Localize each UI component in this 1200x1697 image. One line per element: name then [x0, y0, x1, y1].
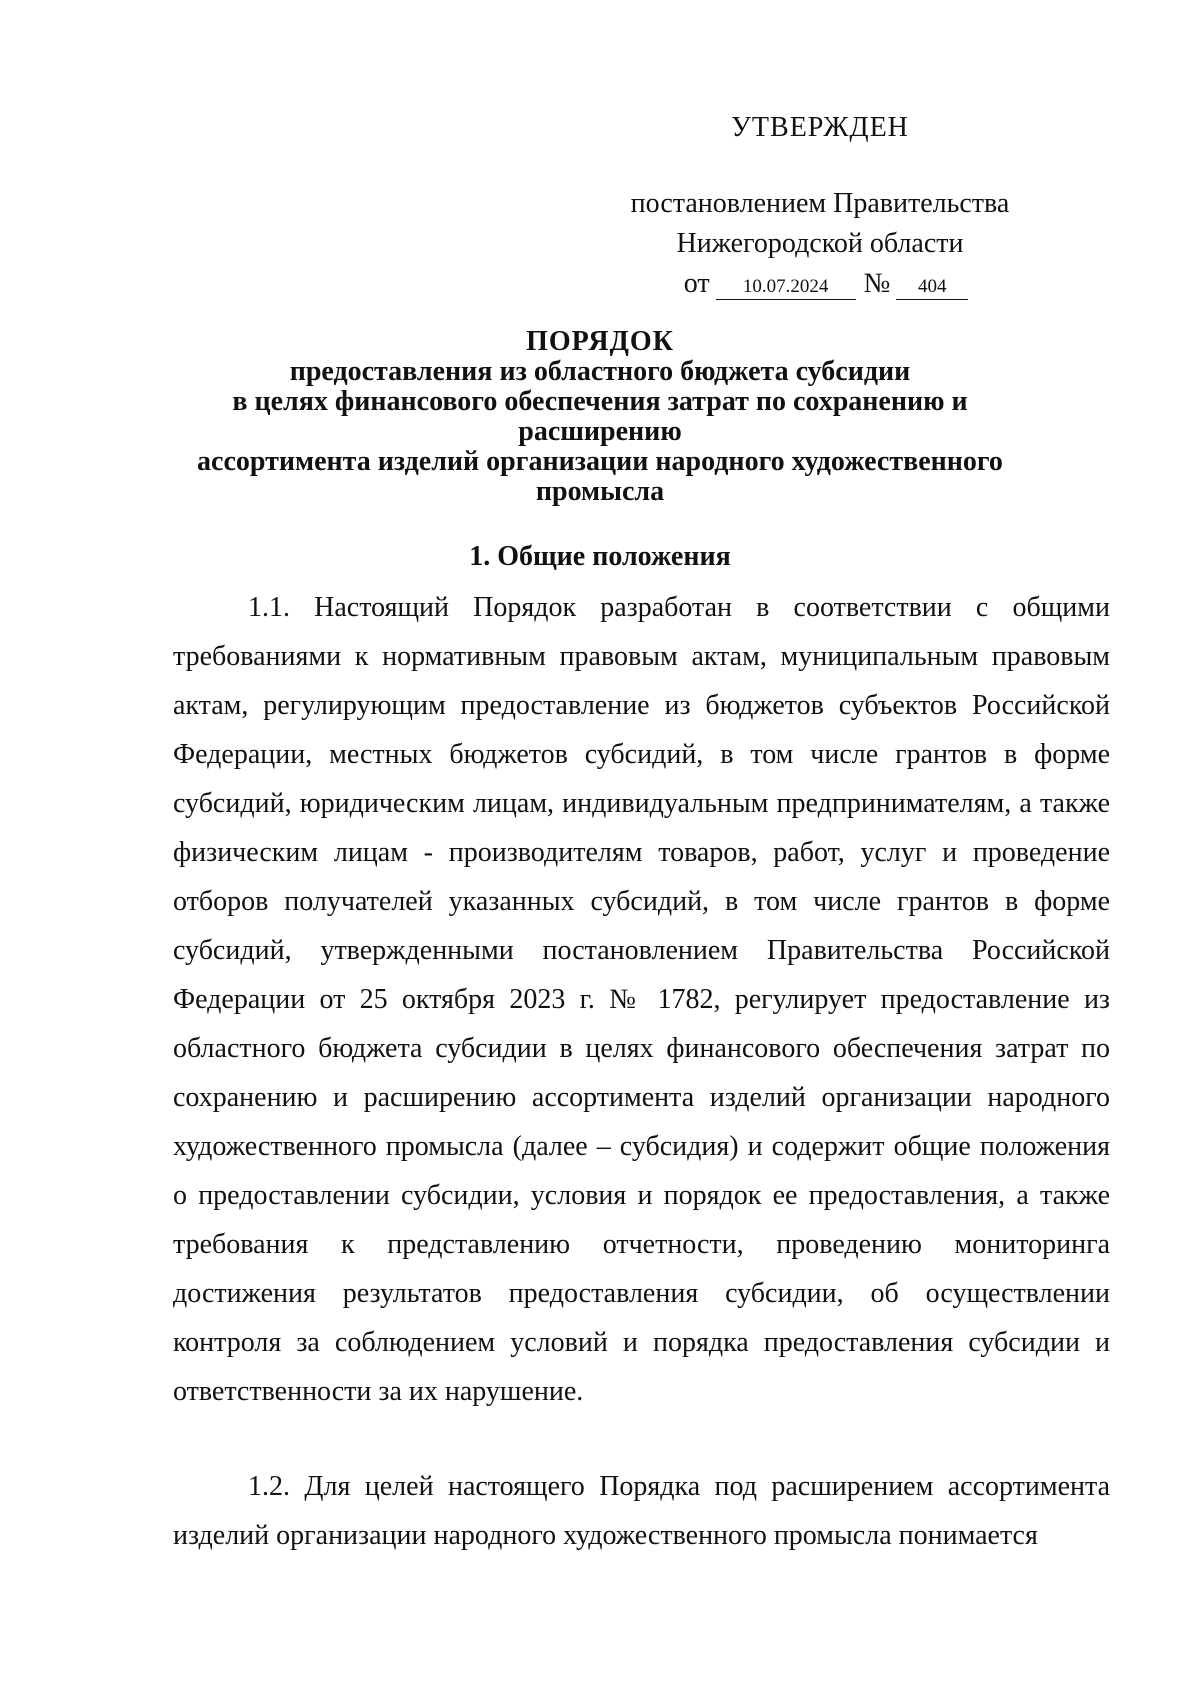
- date-prefix: от: [683, 268, 710, 299]
- title-line-2: в целях финансового обеспечения затрат по сохранению и расширению: [232, 386, 968, 447]
- approval-date-number-line: [612, 264, 1040, 304]
- section-heading: 1. Общие положения: [469, 541, 731, 572]
- paragraph-1-2: 1.2. Для целей настоящего Порядка под расширением ассортимента изделий организации народного художественного промысла понимается: [173, 1471, 1110, 1551]
- approval-date: 10.07.2024: [716, 275, 856, 300]
- approved-heading: УТВЕРЖДЕН: [731, 112, 909, 143]
- approval-authority-line: постановлением Правительства: [630, 188, 1010, 219]
- title-line-3: ассортимента изделий организации народного художественного: [197, 446, 1003, 477]
- paragraph-1-1: 1.1. Настоящий Порядок разработан в соответствии с общими требованиями к нормативным правовым актам, муниципальным правовым актам, регулирующим предоставление из бюджетов субъектов Российской Федерации, местных бюджетов субсидий, в том числе грантов в форме субсидий, юридическим лицам, индивидуальным предпринимателям, а также физическим лицам - производителям товаров, работ, услуг и проведение отборов получателей указанных субсидий, в том числе грантов в форме субсидий, утвержденными постановлением Правительства Российской Федерации от 25 октября 2023 г. № 1782, регулирует предоставление из областного бюджета субсидии в целях финансового обеспечения затрат по сохранению и расширению ассортимента изделий организации народного художественного промысла (далее – субсидия) и содержит общие положения о предоставлении субсидии, условия и порядок ее предоставления, а также требования к представлению отчетности, проведению мониторинга достижения результатов предоставления субсидии, об осуществлении контроля за соблюдением условий и порядка предоставления субсидии и ответственности за их нарушение.: [173, 592, 1110, 1407]
- document-title: [160, 327, 1040, 507]
- approval-number: 404: [896, 275, 968, 300]
- title-main: ПОРЯДОК: [526, 326, 674, 357]
- approval-region-line: Нижегородской области: [676, 228, 964, 259]
- title-line-4: промысла: [535, 476, 665, 507]
- title-line-1: предоставления из областного бюджета субсидии: [289, 356, 911, 387]
- number-sign: №: [863, 268, 891, 299]
- approval-block: [600, 108, 1040, 304]
